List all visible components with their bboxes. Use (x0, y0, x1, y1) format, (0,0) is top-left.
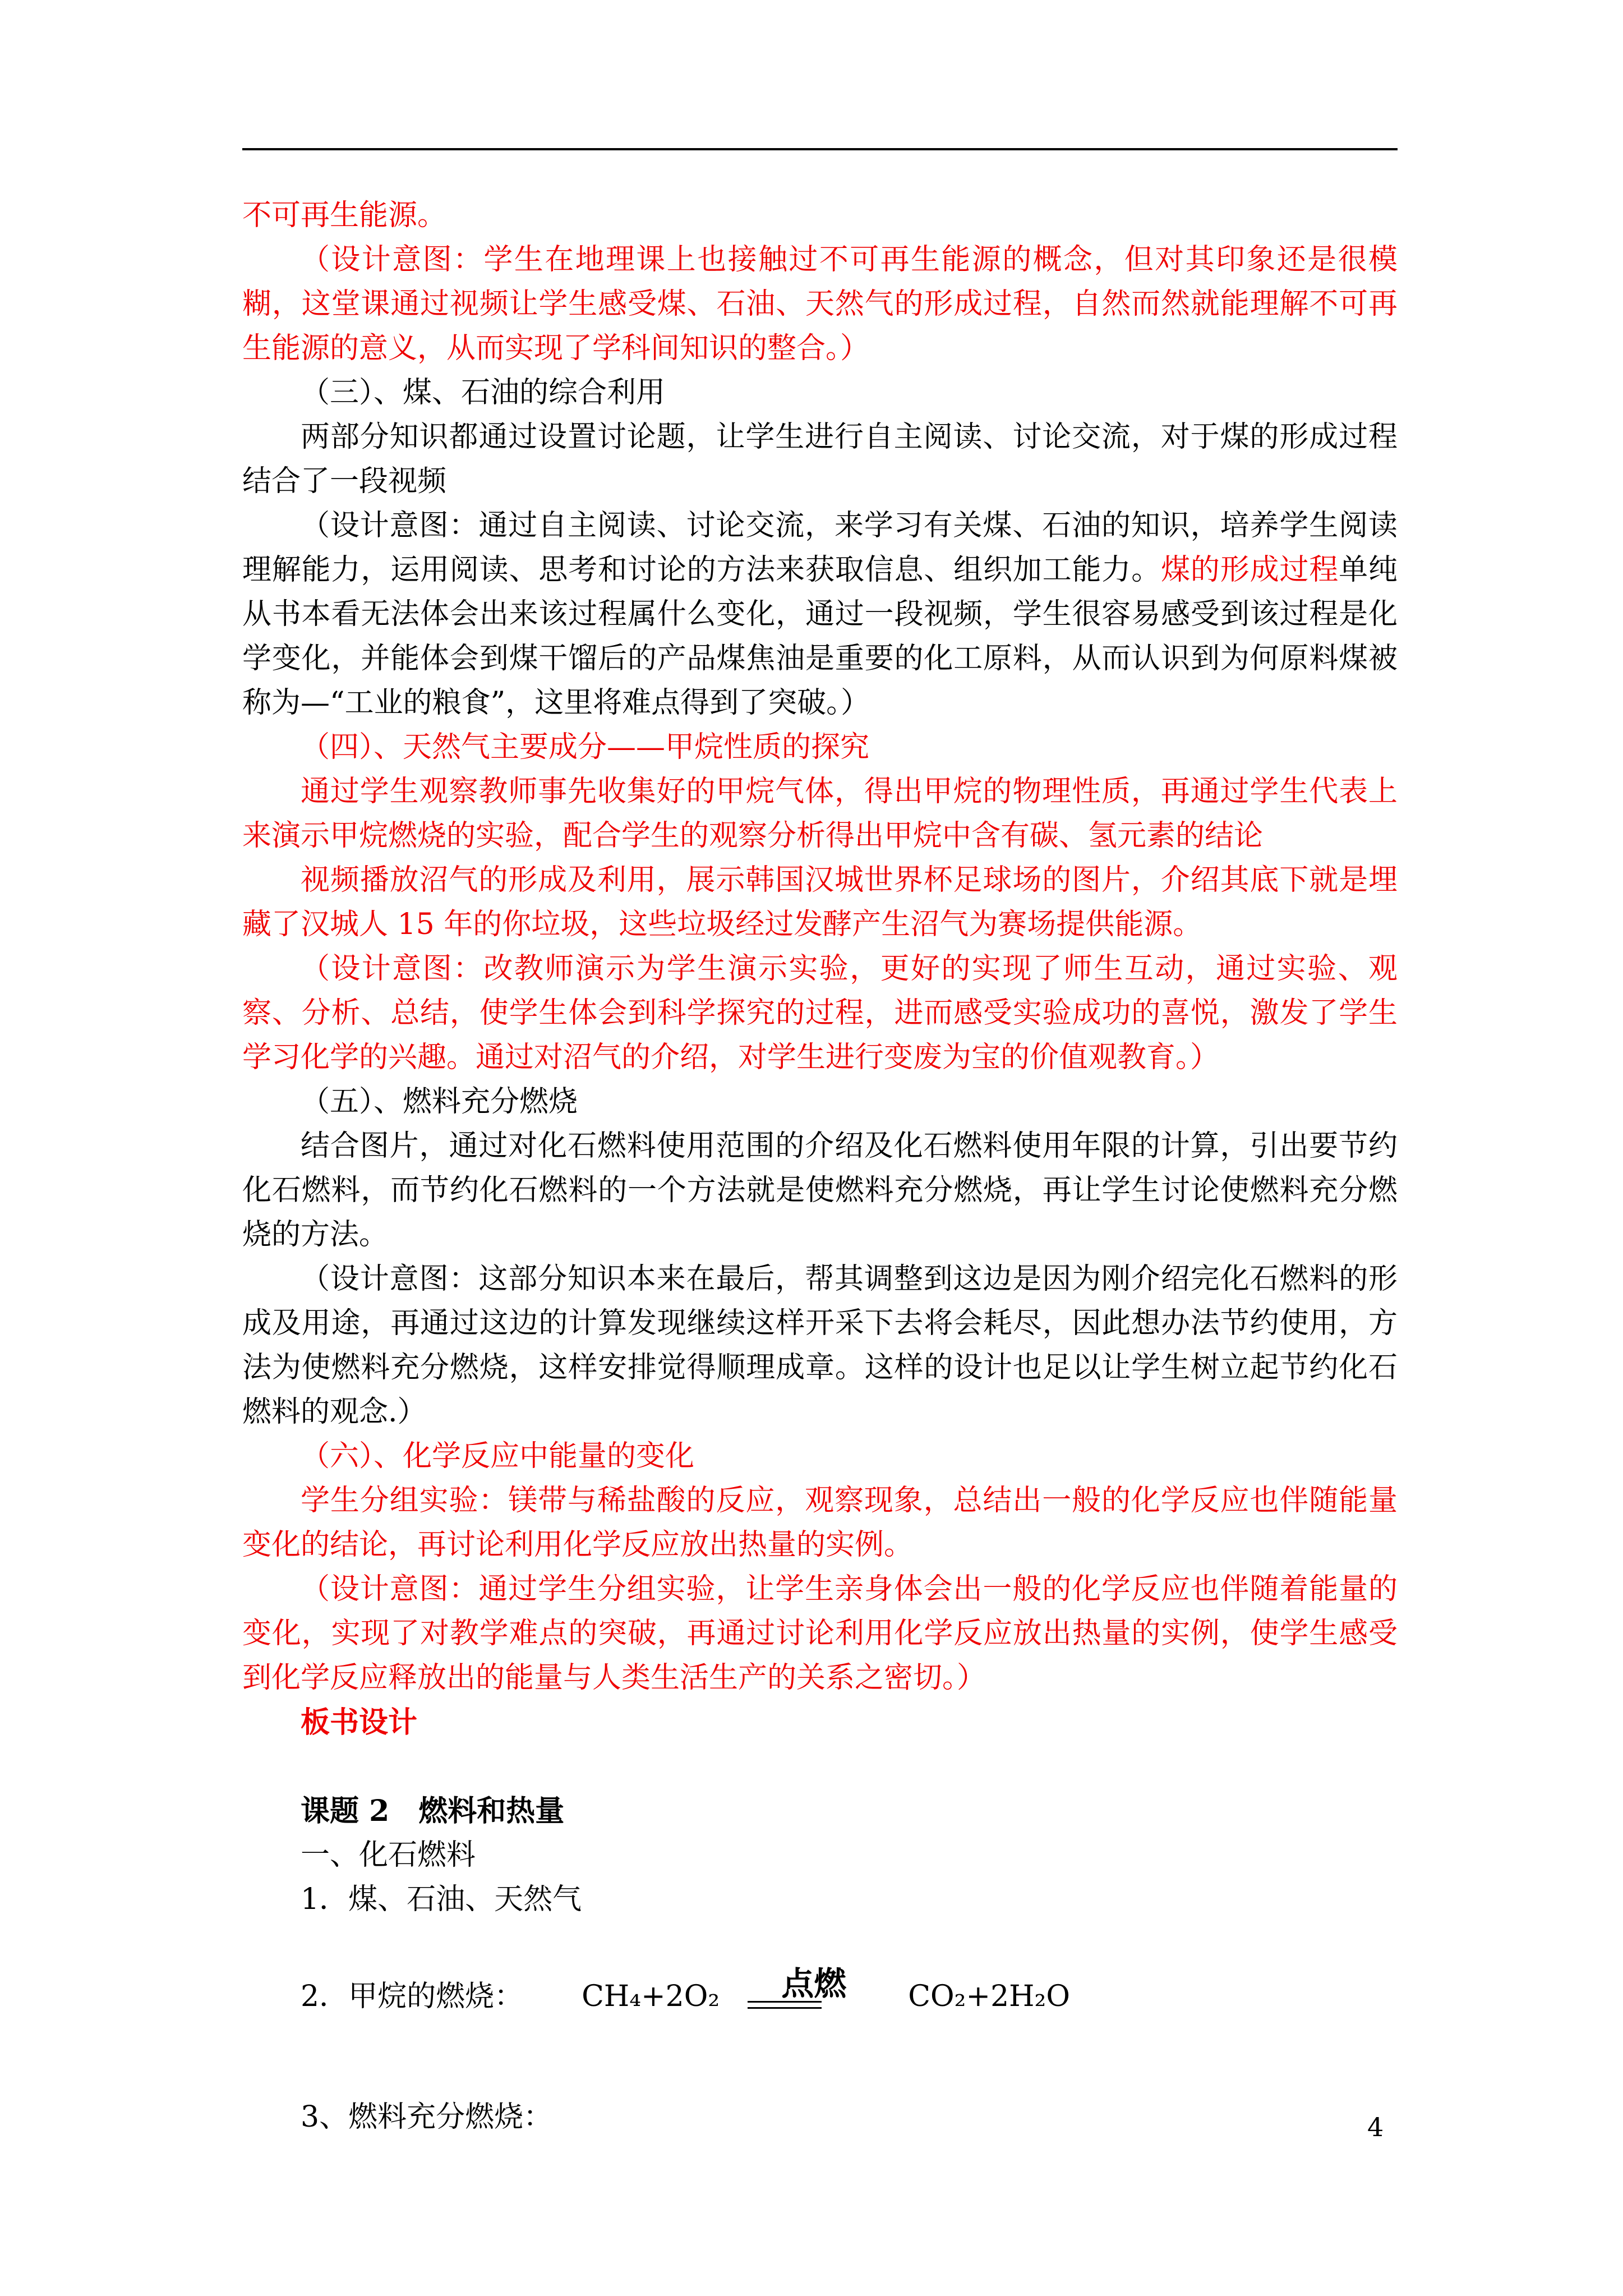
board-design-title: 板书设计 (301, 1705, 418, 1740)
reaction-condition-arrow (723, 1966, 846, 2019)
design-intent-1: （设计意图：学生在地理课上也接触过不可再生能源的概念，但对其印象还是很模糊，这堂课通过视频让学生感受煤、石油、天然气的形成过程，自然而然就能理解不可再生能源的意义，从而实现了学科间知识的整合。） (242, 243, 1398, 365)
intent-3-highlight: 煤的形成过程 (1161, 553, 1339, 587)
board-item-3 (242, 1966, 1398, 2019)
section-4-paragraph-a: 通过学生观察教师事先收集好的甲烷气体，得出甲烷的物理性质，再通过学生代表上来演示甲烷燃烧的实验，配合学生的观察分析得出甲烷中含有碳、氢元素的结论 (242, 775, 1398, 853)
methane-combustion-equation (523, 1966, 1070, 2019)
reaction-condition: 点燃 (781, 1964, 847, 2003)
document-body (242, 194, 1398, 2139)
page-number: 4 (1367, 2112, 1384, 2142)
design-intent-6: （设计意图：通过学生分组实验，让学生亲身体会出一般的化学反应也伴随着能量的变化，实现了对教学难点的突破，再通过讨论利用化学反应放出热量的实例，使学生感受到化学反应释放出的能量与人类生活生产的关系之密切。） (242, 1572, 1398, 1695)
section-3-paragraph: 两部分知识都通过设置讨论题，让学生进行自主阅读、讨论交流，对于煤的形成过程结合了一段视频 (242, 420, 1398, 498)
section-3-heading: （三）、煤、石油的综合利用 (301, 376, 666, 409)
lesson-topic: 课题 2 燃料和热量 (301, 1794, 565, 1828)
section-5-paragraph: 结合图片，通过对化石燃料使用范围的介绍及化石燃料使用年限的计算，引出要节约化石燃料，而节约化石燃料的一个方法就是使燃料充分燃烧，再让学生讨论使燃料充分燃烧的方法。 (242, 1129, 1398, 1251)
section-4-heading: （四）、天然气主要成分——甲烷性质的探究 (301, 730, 870, 764)
design-intent-5: （设计意图：这部分知识本来在最后，帮其调整到这边是因为刚介绍完化石燃料的形成及用途，再通过这边的计算发现继续这样开采下去将会耗尽，因此想办法节约使用，方法为使燃料充分燃烧，这样安排觉得顺理成章。这样的设计也足以让学生树立起节约化石燃料的观念.） (242, 1262, 1398, 1429)
section-6-paragraph: 学生分组实验：镁带与稀盐酸的反应，观察现象，总结出一般的化学反应也伴随能量变化的结论，再讨论利用化学反应放出热量的实例。 (242, 1484, 1398, 1562)
section-4-paragraph-b: 视频播放沼气的形成及利用，展示韩国汉城世界杯足球场的图片，介绍其底下就是埋藏了汉城人 15 年的你垃圾，这些垃圾经过发酵产生沼气为赛场提供能源。 (242, 863, 1398, 941)
text-line: 不可再生能源。 (242, 199, 447, 232)
section-5-heading: （五）、燃料充分燃烧 (301, 1085, 578, 1119)
board-item-1: 一、化石燃料 (301, 1838, 476, 1872)
design-intent-4: （设计意图：改教师演示为学生演示实验，更好的实现了师生互动，通过实验、观察、分析、总结，使学生体会到科学探究的过程，进而感受实验成功的喜悦，激发了学生学习化学的兴趣。通过对沼气的介绍，对学生进行变废为宝的价值观教育。） (242, 952, 1398, 1074)
formula-label: 2．甲烷的燃烧： (301, 1980, 524, 2013)
intent-3-part-c: 单纯从书本看无法体会出来该过程属什么变化，通过一段视频，学生很容易感受到该过程是化学变化，并能体会到煤干馏后的产品煤焦油是重要的化工原料，从而认识到为何原料煤被称为—“工业的粮食”，这里将难点得到了突破。） (242, 553, 1398, 720)
board-item-2: 1．煤、石油、天然气 (301, 1883, 582, 1916)
formula-products: CO₂+2H₂O (908, 1980, 1070, 2013)
intent-3-part-a: （设计意图：通过自主阅读、讨论交流，来学习有关煤、石油的知识，培养学生阅读理解能力，运用阅读、思考和讨论的方法来获取信息、组织加工能力。 (242, 509, 1398, 587)
board-item-4: 3、燃料充分燃烧： (301, 2100, 553, 2134)
section-6-heading: （六）、化学反应中能量的变化 (301, 1439, 695, 1473)
header-rule (242, 148, 1398, 150)
design-intent-3 (242, 504, 1398, 725)
formula-reactants: CH₄+2O₂ (582, 1980, 720, 2013)
equals-sign (748, 2001, 822, 2009)
